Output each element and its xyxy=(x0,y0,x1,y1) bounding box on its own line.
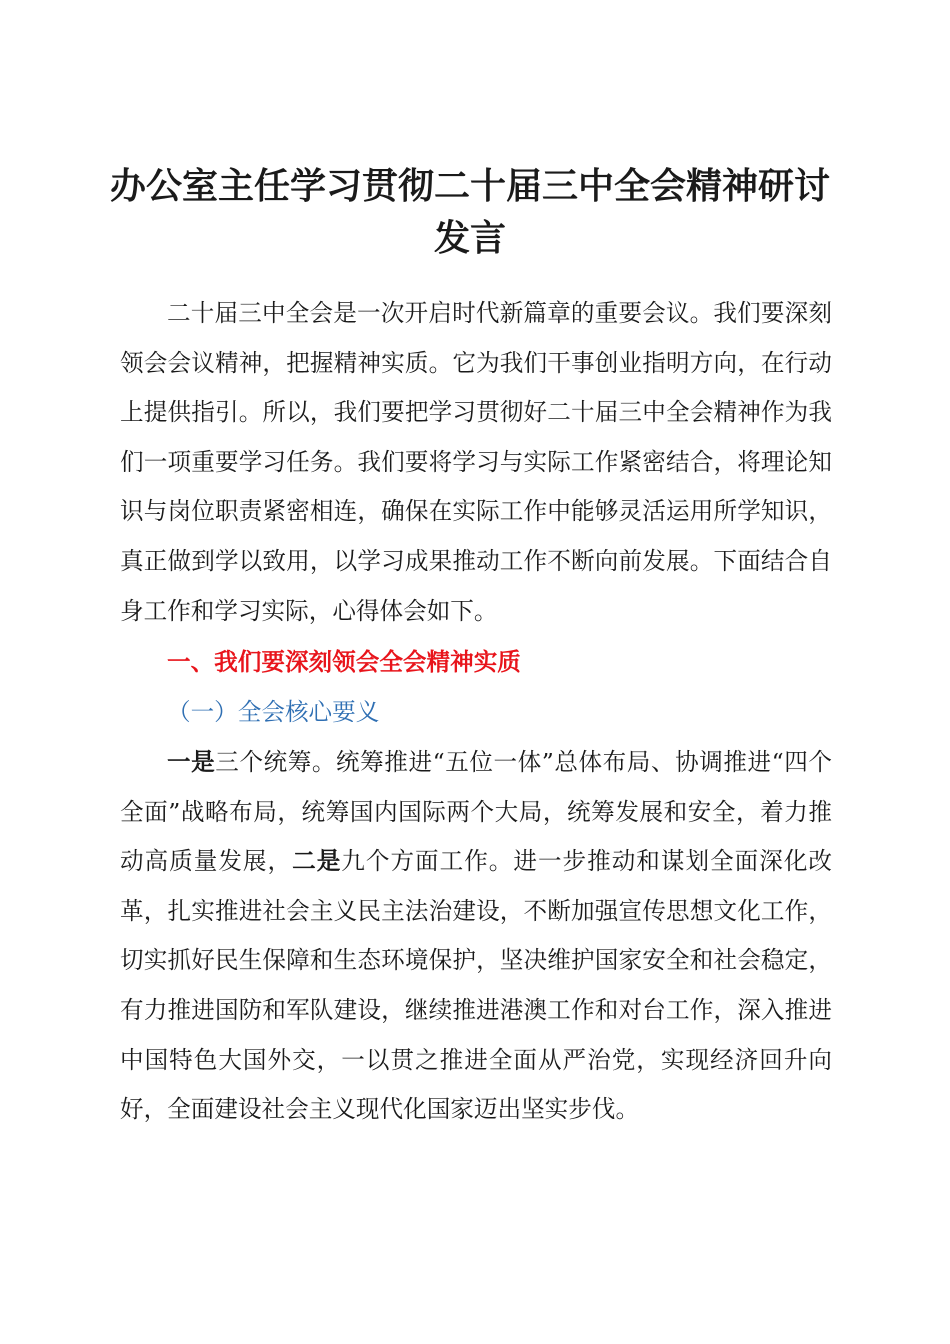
core-points-paragraph xyxy=(120,738,832,1135)
title-line-1: 办公室主任学习贯彻二十届三中全会精神研讨 xyxy=(110,165,831,207)
point-1-text: 三个统筹。统筹推进“五位一体”总体布局、协调推进“四个全面”战略布局，统筹国内国际两个大局，统筹发展和安全，着力推动高质量发展， xyxy=(120,748,833,876)
document-title xyxy=(110,160,830,264)
subsection-heading-1: （一）全会核心要义 xyxy=(167,698,380,726)
intro-paragraph: 二十届三中全会是一次开启时代新篇章的重要会议。我们要深刻领会会议精神，把握精神实质。它为我们干事创业指明方向，在行动上提供指引。所以，我们要把学习贯彻好二十届三中全会精神作为我们一项重要学习任务。我们要将学习与实际工作紧密结合，将理论知识与岗位职责紧密相连，确保在实际工作中能够灵活运用所学知识，真正做到学以致用，以学习成果推动工作不断向前发展。下面结合自身工作和学习实际，心得体会如下。 xyxy=(120,299,832,625)
point-2-text: 九个方面工作。进一步推动和谋划全面深化改革，扎实推进社会主义民主法治建设，不断加强宣传思想文化工作，切实抓好民生保障和生态环境保护，坚决维护国家安全和社会稳定，有力推进国防和军队建设，继续推进港澳工作和对台工作，深入推进中国特色大国外交，一以贯之推进全面从严治党，实现经济回升向好，全面建设社会主义现代化国家迈出坚实步伐。 xyxy=(120,847,833,1124)
point-2-label: 二是 xyxy=(292,847,342,876)
section-heading-1: 一、我们要深刻领会全会精神实质 xyxy=(167,648,521,676)
point-1-label: 一是 xyxy=(167,748,216,776)
title-line-2: 发言 xyxy=(433,217,506,259)
